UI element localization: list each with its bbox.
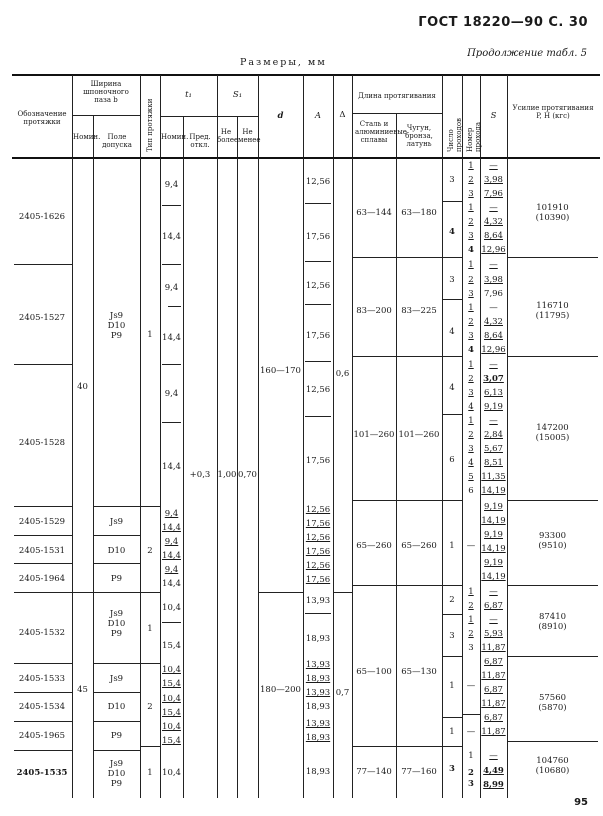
t1-cell: 9,4 [164, 283, 179, 293]
t1-cell: 9,4 [164, 509, 179, 519]
A-cell: 17,56 [305, 519, 331, 529]
designation-cell: 2405-1626 [18, 212, 66, 222]
d-cell: 160—170 [260, 366, 301, 376]
designation-cell: 2405-1531 [18, 546, 66, 556]
col-s1: S₁ [232, 90, 243, 100]
length-steel-cell: 77—140 [356, 767, 392, 777]
A-cell: 12,56 [305, 533, 331, 543]
A-cell: 18,93 [305, 674, 331, 684]
length-steel-cell: 63—144 [356, 208, 392, 218]
force-cell: 57560 (5870) [538, 693, 567, 713]
A-cell: 12,56 [305, 505, 331, 515]
t1-cell: 15,4 [162, 708, 181, 718]
force-cell: 116710 (11795) [535, 301, 570, 321]
force-cell: 101910 (10390) [535, 203, 570, 223]
t1-cell: 14,4 [162, 232, 181, 242]
col-steel: Сталь и алюминиевые сплавы [355, 120, 407, 144]
col-pass-number: Номер прохода [466, 121, 482, 152]
length-steel-cell: 65—100 [356, 667, 392, 677]
broach-type-cell: 2 [147, 546, 153, 556]
force-cell: 104760 (10680) [535, 756, 570, 776]
page-number: 95 [574, 797, 588, 808]
col-broach-length: Длина протягивания [358, 92, 436, 100]
broach-table: Обозначение протяжки Ширина шпоночного паза b Номин. Поле допуска Тип протяжки t₁ Номин. Пред. откл. S₁ Не более Не менее d A Δ Длина протягивания Сталь и алюминиевые сплавы Чугун, бронза, латунь Число проходов Номер прохода S Усилие протягивания P, Н (кгс) 2405-1626 2405-1527 2405-1528 2405-1529 2405-1531 2405-1964 2405-1532 2405-1533 2405-1534 2405-1965 2405-1535 40 45 Js9 D10 P9 Js9 D10 P9 Js9 D10 P9 Js9 D10 P9 Js9 D10 P9 1 2 1 2 1 9,4 14,4 9,4 14,4 9,4 14,4 9,4 14,4 9,4 14,4 9,4 14,4 10,4 15,4 10,4 15,4 10,4 15,4 10,4 15,4 10,4 +0,3 1,00 0,70 160—170 180—200 12,56 17,56 12,56 17,56 12,56 17,56 12,56 17,56 12,56 17,56 12,56 17,56 13,93 18,93 13,93 18,93 13,93 18,93 13,93 18,93 18,93 0,6 0,7 63—144 63—180 83—200 83—225 101—260 101—260 65—260 65—260 65—100 65—130 77—140 77—160 3 4 3 4 4 6 1 2 3 1 1 3 1 2 3 1 2 3 4 1 2 3 1 2 3 4 1 2 3 4 1 2 3 4 5 6 — 1 2 1 2 3 — — 1 2 3 — 3,98 7,96 — 4,32 8,64 12,96 — 3,98 7,96 — 4,32 8,64 12,96 — 3,07 6,13 9,19 — 2,84 5,67 8,51 11,35 14,19 9,19 14,19 9,19 14,19 9,19 14,19 — 6,87 — 5,93 11,87 6,87 11,87 6,87 11,87 6,87 11,87 — 4,49 8,99 101910 (10390) 116710 (11795) 147200 (15005) 93300 (9510) 87410 (8910) 57560 (5870) 104760 (10680) [0, 0, 603, 816]
col-tolerance-field: Поле допуска [102, 133, 132, 149]
passes-count-cell: 4 [449, 383, 455, 393]
broach-type-cell: 2 [147, 702, 153, 712]
length-cast-cell: 63—180 [401, 208, 437, 218]
col-t1-nomin: Номин. [161, 133, 189, 141]
t1-cell: 15,4 [162, 641, 181, 651]
col-delta: Δ [339, 110, 346, 120]
col-s1-max: Не более [217, 128, 239, 144]
t1-cell: 14,4 [162, 579, 181, 589]
col-designation: Обозначение протяжки [17, 110, 67, 126]
s1-max-cell: 1,00 [217, 470, 237, 480]
A-cell: 13,93 [305, 596, 331, 606]
t1-cell: 9,4 [164, 537, 179, 547]
A-cell: 12,56 [305, 385, 331, 395]
col-A: A [314, 111, 322, 121]
t1-cell: 10,4 [162, 694, 181, 704]
tolerance-cell: Js9 D10 P9 [107, 311, 126, 341]
tolerance-cell: Js9 D10 P9 [107, 759, 126, 789]
designation-cell: 2405-1964 [18, 574, 66, 584]
A-cell: 18,93 [305, 767, 331, 777]
passes-count-cell: 1 [449, 541, 455, 551]
A-cell: 13,93 [305, 660, 331, 670]
force-cell: 87410 (8910) [538, 612, 567, 632]
col-keyway-width: Ширина шпоночного паза b [83, 80, 129, 104]
tolerance-cell: Js9 [109, 517, 124, 527]
A-cell: 17,56 [305, 232, 331, 242]
A-cell: 17,56 [305, 547, 331, 557]
col-d: d [277, 111, 284, 121]
col-t1: t₁ [185, 90, 192, 100]
table-continuation-caption: Продолжение табл. 5 [467, 48, 587, 59]
col-s1-min: Не менее [238, 128, 261, 144]
designation-cell: 2405-1535 [16, 768, 68, 778]
t1-cell: 9,4 [164, 389, 179, 399]
designation-cell: 2405-1528 [18, 438, 66, 448]
col-broach-type: Тип протяжки [146, 98, 154, 152]
t1-cell: 9,4 [164, 565, 179, 575]
tolerance-cell: Js9 D10 P9 [107, 609, 126, 639]
t1-cell: 10,4 [162, 603, 181, 613]
broach-type-cell: 1 [147, 624, 153, 634]
passes-count-cell: 3 [449, 275, 455, 285]
force-cell: 93300 (9510) [538, 531, 567, 551]
designation-cell: 2405-1965 [18, 731, 66, 741]
length-cast-cell: 77—160 [401, 767, 437, 777]
designation-cell: 2405-1533 [18, 674, 66, 684]
tolerance-cell: D10 [107, 546, 126, 556]
passes-count-cell: 2 [449, 595, 455, 605]
tolerance-cell: D10 [107, 702, 126, 712]
length-steel-cell: 101—260 [353, 430, 395, 440]
standard-title: ГОСТ 18220—90 С. 30 [418, 15, 588, 30]
b-nomin-cell: 40 [77, 382, 88, 392]
col-S: S [490, 111, 497, 121]
passes-count-cell: 4 [449, 327, 455, 337]
designation-cell: 2405-1527 [18, 313, 66, 323]
length-cast-cell: 65—260 [401, 541, 437, 551]
sizes-caption: Размеры, мм [240, 57, 327, 68]
delta-cell: 0,6 [335, 369, 350, 379]
A-cell: 13,93 [305, 719, 331, 729]
col-force: Усилие протягивания P, Н (кгс) [512, 104, 594, 120]
A-cell: 17,56 [305, 331, 331, 341]
length-cast-cell: 65—130 [401, 667, 437, 677]
tolerance-cell: P9 [110, 574, 123, 584]
delta-cell: 0,7 [335, 688, 350, 698]
col-passes-count: Число проходов [447, 118, 463, 152]
A-cell: 18,93 [305, 634, 331, 644]
designation-cell: 2405-1529 [18, 517, 66, 527]
length-steel-cell: 83—200 [356, 306, 392, 316]
designation-cell: 2405-1534 [18, 702, 66, 712]
b-nomin-cell: 45 [77, 685, 88, 695]
d-cell: 180—200 [260, 685, 301, 695]
A-cell: 18,93 [305, 702, 331, 712]
tolerance-cell: P9 [110, 731, 123, 741]
A-cell: 12,56 [305, 281, 331, 291]
A-cell: 17,56 [305, 575, 331, 585]
passes-count-cell: 3 [449, 631, 455, 641]
t1-cell: 15,4 [162, 736, 181, 746]
tolerance-cell: Js9 [109, 674, 124, 684]
A-cell: 12,56 [305, 561, 331, 571]
col-t1-deviation: Пред. откл. [189, 133, 211, 149]
designation-cell: 2405-1532 [18, 628, 66, 638]
length-cast-cell: 101—260 [398, 430, 440, 440]
force-cell: 147200 (15005) [535, 423, 570, 443]
t1-cell: 10,4 [162, 665, 181, 675]
t1-cell: 9,4 [164, 180, 179, 190]
passes-count-cell: 3 [449, 764, 455, 774]
t1-cell: 14,4 [162, 551, 181, 561]
broach-type-cell: 1 [147, 768, 153, 778]
s1-min-cell: 0,70 [238, 470, 257, 480]
passes-count-cell: 3 [449, 175, 455, 185]
t1-deviation-cell: +0,3 [189, 470, 211, 480]
t1-cell: 15,4 [162, 679, 181, 689]
A-cell: 18,93 [305, 733, 331, 743]
passes-count-cell: 6 [449, 455, 455, 465]
t1-cell: 10,4 [162, 722, 181, 732]
t1-cell: 14,4 [162, 462, 181, 472]
col-cast-iron: Чугун, бронза, латунь [405, 124, 433, 148]
passes-count-cell: 4 [449, 227, 455, 237]
A-cell: 13,93 [305, 688, 331, 698]
t1-cell: 14,4 [162, 523, 181, 533]
t1-cell: 10,4 [162, 768, 181, 778]
A-cell: 12,56 [305, 177, 331, 187]
length-steel-cell: 65—260 [356, 541, 392, 551]
col-b-nomin: Номин. [73, 133, 101, 141]
length-cast-cell: 83—225 [401, 306, 437, 316]
passes-count-cell: 1 [449, 727, 455, 737]
broach-type-cell: 1 [147, 330, 153, 340]
t1-cell: 14,4 [162, 333, 181, 343]
A-cell: 17,56 [305, 456, 331, 466]
passes-count-cell: 1 [449, 681, 455, 691]
